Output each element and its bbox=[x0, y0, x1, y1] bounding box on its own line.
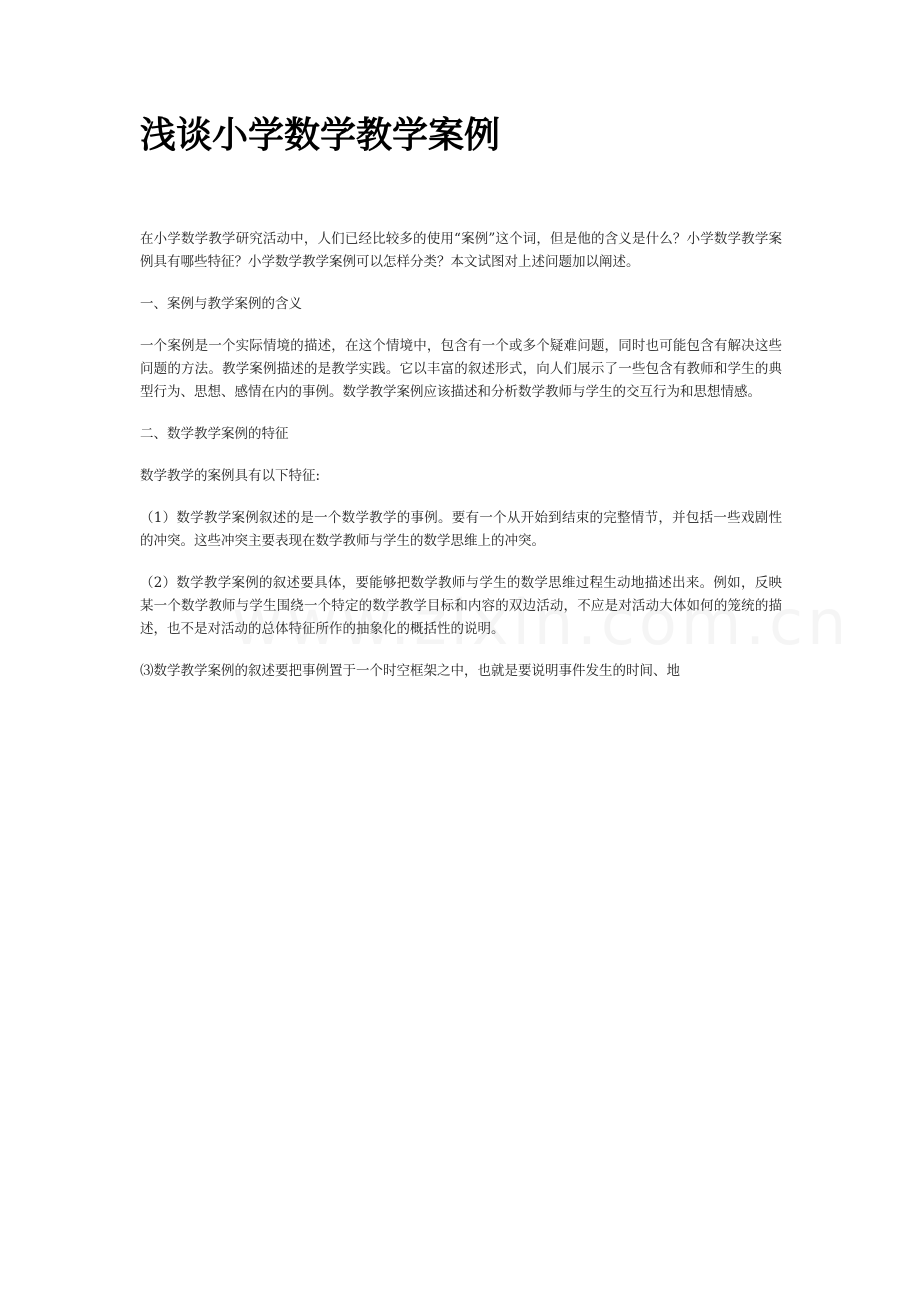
document-body bbox=[140, 228, 782, 702]
feature-item-3: ⑶数学教学案例的叙述要把事例置于一个时空框架之中，也就是要说明事件发生的时间、地 bbox=[140, 663, 680, 679]
intro-paragraph: 在小学数学教学研究活动中，人们已经比较多的使用“案例”这个词，但是他的含义是什么？小学数学教学案例具有哪些特征？小学数学教学案例可以怎样分类？本文试图对上述问题加以阐述。 bbox=[140, 231, 782, 270]
section-heading-2: 二、数学教学案例的特征 bbox=[140, 426, 289, 442]
section-heading-1: 一、案例与教学案例的含义 bbox=[140, 296, 302, 312]
feature-item-2: （2）数学教学案例的叙述要具体，要能够把数学教师与学生的数学思维过程生动地描述出来。例如，反映某一个数学教师与学生围绕一个特定的数学教学目标和内容的双边活动，不应是对活动大体如何的笼统的描述，也不是对活动的总体特征所作的抽象化的概括性的说明。 bbox=[140, 575, 782, 637]
definition-paragraph: 一个案例是一个实际情境的描述，在这个情境中，包含有一个或多个疑难问题，同时也可能包含有解决这些问题的方法。教学案例描述的是教学实践。它以丰富的叙述形式，向人们展示了一些包含有教师和学生的典型行为、思想、感情在内的事例。数学教学案例应该描述和分析数学教师与学生的交互行为和思想情感。 bbox=[140, 338, 782, 400]
features-intro-paragraph: 数学教学的案例具有以下特征: bbox=[140, 468, 321, 484]
feature-item-1: （1）数学教学案例叙述的是一个数学教学的事例。要有一个从开始到结束的完整情节，并包括一些戏剧性的冲突。这些冲突主要表现在数学教师与学生的数学思维上的冲突。 bbox=[140, 510, 782, 549]
document-title: 浅谈小学数学教学案例 bbox=[140, 115, 501, 156]
